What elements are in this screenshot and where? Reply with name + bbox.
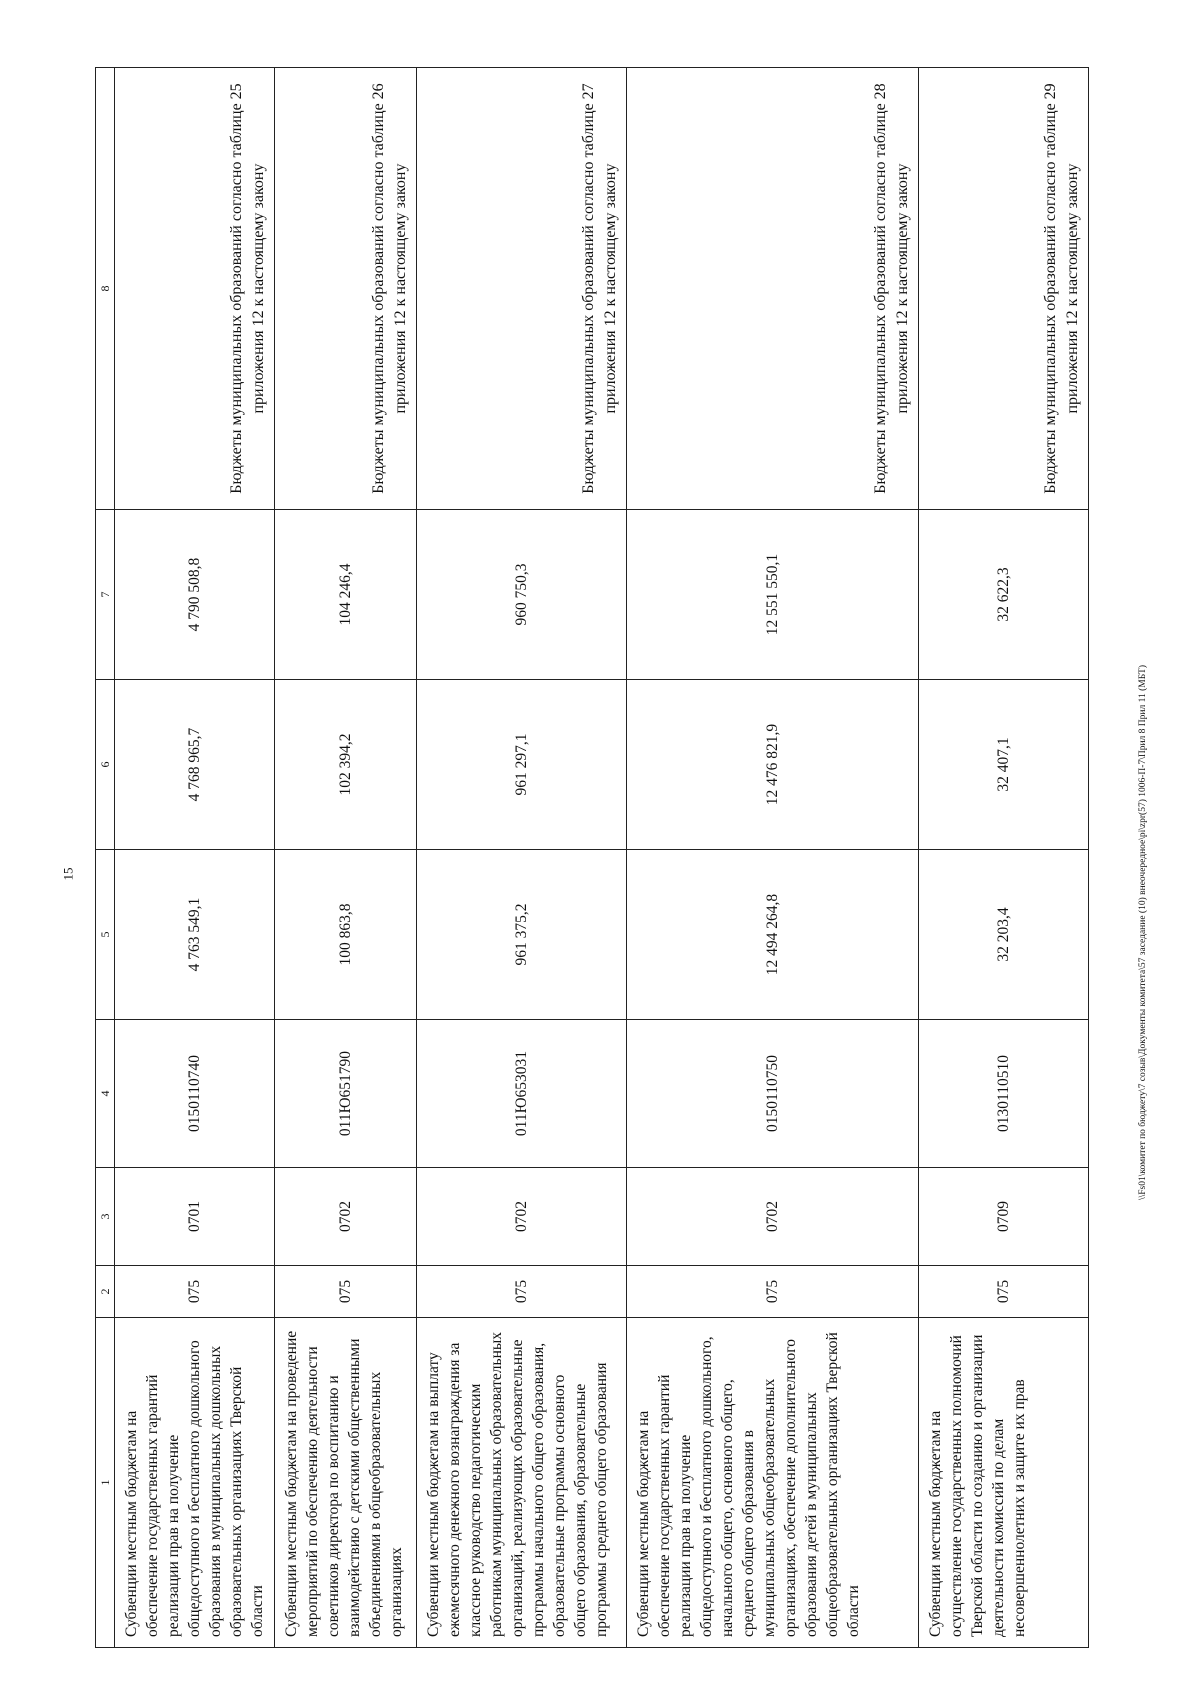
amount-year-3: 104 246,4 [275,510,417,680]
row-description: Субвенции местным бюджетам на осуществление государственных полномочий Тверской области по созданию и организации деятельности комиссий по делам несовершеннолетних и защите их прав [919,1318,1089,1648]
target-code: 011Ю651790 [275,1020,417,1168]
col-header: 1 [96,1318,115,1648]
amount-year-2: 32 407,1 [919,680,1089,850]
col-header: 5 [96,850,115,1020]
amount-year-3: 960 750,3 [417,510,627,680]
col-header: 7 [96,510,115,680]
target-code: 011Ю653031 [417,1020,627,1168]
col-header: 4 [96,1020,115,1168]
amount-year-1: 100 863,8 [275,850,417,1020]
col-header: 3 [96,1168,115,1266]
section-code: 0701 [115,1168,275,1266]
target-code: 0150110740 [115,1020,275,1168]
row-description: Субвенции местным бюджетам на выплату ежемесячного денежного вознаграждения за классное руководство педагогическим работникам муниципальных образовательных организаций, реализующих образовательные программы начального общего образования, образовательные программы основного общего образования, образовательные программы среднего общего образования [417,1318,627,1648]
recipient-note: Бюджеты муниципальных образований согласно таблице 25 приложения 12 к настоящему закону [115,68,275,510]
amount-year-1: 4 763 549,1 [115,850,275,1020]
row-description: Субвенции местным бюджетам на обеспечение государственных гарантий реализации прав на получение общедоступного и бесплатного дошкольного, начального общего, основного общего, среднего общего образования в муниципальных общеобразовательных организациях, обеспечение дополнительного образования детей в муниципальных общеобразовательных организациях Тверской области [627,1318,919,1648]
amount-year-2: 102 394,2 [275,680,417,850]
col-header: 8 [96,68,115,510]
row-description: Субвенции местным бюджетам на обеспечение государственных гарантий реализации прав на получение общедоступного и бесплатного дошкольного образования в муниципальных дошкольных образовательных организациях Тверской области [115,1318,275,1648]
target-code: 0130110510 [919,1020,1089,1168]
amount-year-2: 4 768 965,7 [115,680,275,850]
amount-year-1: 32 203,4 [919,850,1089,1020]
amount-year-2: 12 476 821,9 [627,680,919,850]
table-row [627,68,919,1648]
admin-code: 075 [627,1266,919,1318]
recipient-note: Бюджеты муниципальных образований согласно таблице 29 приложения 12 к настоящему закону [919,68,1089,510]
rotated-table-area [95,68,1115,1648]
amount-year-1: 961 375,2 [417,850,627,1020]
amount-year-3: 32 622,3 [919,510,1089,680]
col-header: 6 [96,680,115,850]
recipient-note: Бюджеты муниципальных образований согласно таблице 26 приложения 12 к настоящему закону [275,68,417,510]
budget-table [95,67,1089,1648]
row-description: Субвенции местным бюджетам на проведение мероприятий по обеспечению деятельности советников директора по воспитанию и взаимодействию с детскими общественными объединениями в общеобразовательных организациях [275,1318,417,1648]
section-code: 0702 [275,1168,417,1266]
section-code: 0709 [919,1168,1089,1266]
recipient-note: Бюджеты муниципальных образований согласно таблице 27 приложения 12 к настоящему закону [417,68,627,510]
admin-code: 075 [115,1266,275,1318]
table-row [115,68,275,1648]
amount-year-3: 12 551 550,1 [627,510,919,680]
column-number-row [96,68,115,1648]
amount-year-2: 961 297,1 [417,680,627,850]
section-code: 0702 [627,1168,919,1266]
page-number: 15 [60,867,76,881]
table-row [275,68,417,1648]
section-code: 0702 [417,1168,627,1266]
table-row [417,68,627,1648]
target-code: 0150110750 [627,1020,919,1168]
amount-year-1: 12 494 264,8 [627,850,919,1020]
admin-code: 075 [919,1266,1089,1318]
file-path-footer: \\Fs01\комитет по бюджету\7 созыв\Документы комитета\57 заседание (10) внеочередное\pi\zpr(57) 1006-П-7\Прил 8 Прил 11 (МБТ) [1138,664,1148,1200]
table-row [919,68,1089,1648]
col-header: 2 [96,1266,115,1318]
admin-code: 075 [417,1266,627,1318]
amount-year-3: 4 790 508,8 [115,510,275,680]
recipient-note: Бюджеты муниципальных образований согласно таблице 28 приложения 12 к настоящему закону [627,68,919,510]
admin-code: 075 [275,1266,417,1318]
